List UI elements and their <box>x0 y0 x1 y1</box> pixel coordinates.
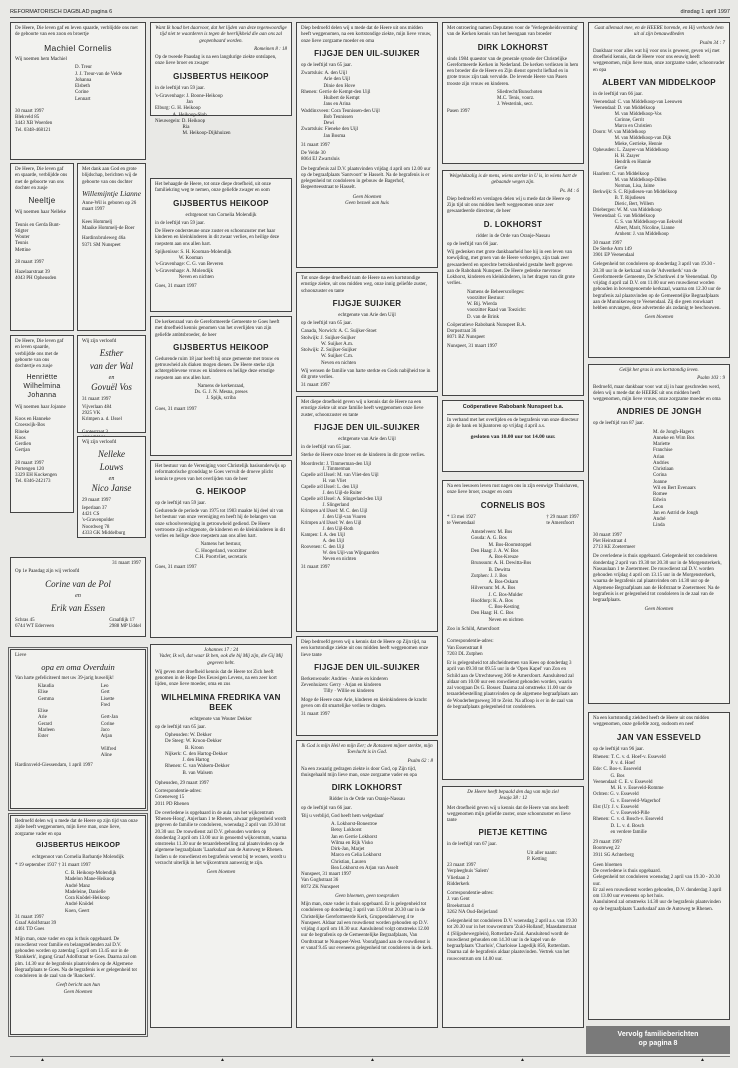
ad-intro: Met droefheid geven wij u kennis dat de Heere van ons heeft weggenomen mijn geliefde zuster, onze schoonzuster en lieve tante <box>447 805 571 823</box>
ad-address: 31 maart 1997 Graaf Adolfstraat 39 4461 TD Goes <box>15 914 57 933</box>
continued-line-2: op pagina 8 <box>638 1039 678 1047</box>
ad-body: De overledene is opgebaard in de aula van het wijkcentrum 'Rhenen-Hoog', Anjerlaan 1 te Rhenen, alwaar gelegenheid wordt gegeven de familie te condoleren, woensdag 2 april van 19.30 tot 20.30 uur. De rouwdienst zal D.V. gehouden worden op donderdag 3 april om 13.00 uur in genoemd wijkcentrum, waarna omstreeks 11.30 uur de teraardebestelling zal plaatsvinden op de algemene begraafplaats 'Laarksdaal' aan de Autoweg te Rhenen. Indien u de rouwdienst en begrafenis wenst bij te wonen, wordt u verzocht uiterlijk in het wijkcentrum aanwezig te zijn. <box>155 810 287 866</box>
ad-address: Schras 45 6744 WT Ederveen <box>15 617 54 629</box>
deceased-name: PIETJE KETTING <box>478 828 548 838</box>
ad-body: Gedurende ruim 18 jaar heeft hij onze gemeente met trouw en getrouwheid als diaken mogen dienen. De Heere sterke zijn achtergeblevene vrouw en kinderen en heilige deze ernstige roepstem aan ons allen hart. <box>155 356 280 381</box>
deceased-name: FIJGJE SUIJKER <box>332 298 402 308</box>
ad-address: 30 maart 1997 Blekveld 85 3443 XB Woerden Tel. 0348-468121 <box>15 108 53 133</box>
deceased-name: ANDRIES DE JONGH <box>616 407 702 417</box>
deceased-age: in de leeftijd van 59 jaar. <box>155 85 205 91</box>
ad-intro: Diep bedroefd geven wij u kennis dat de Heere op Zijn tijd, na een kortstondige ziekte uit ons midden heeft weggenomen onze lieve tante <box>301 640 429 658</box>
ad-date: 31 maart 1997 <box>82 396 111 402</box>
ad-date: 29 maart 1997 <box>82 497 111 503</box>
obituary-bos <box>442 480 584 780</box>
ad-quote: Gaat allemaal mee, en de HEERE horende, en Hij verhorde hem uit al zijn benauwdheden <box>594 26 724 38</box>
continued-line-1: Vervolg familieberichten <box>617 1031 699 1038</box>
ad-date: Goes, 31 maart 1997 <box>155 565 197 570</box>
obituary-heikoop-family <box>10 815 146 1035</box>
registration-mark: ▲ <box>700 1058 705 1063</box>
ad-sign: Geen bloemen Geen bezoek aan huis <box>345 194 389 206</box>
child-name: Willemijntje Lianne <box>82 188 141 198</box>
ad-address: 29 maart 1997 Boomweg 22 3911 SG Achterberg <box>593 840 634 858</box>
ad-title: Wij zijn verloofd <box>82 440 117 445</box>
ad-intro: De Heere, Die leven gaf en leven spaarde, verblijdde ons met de geboorte van ons dochtertje en zusje <box>15 339 64 369</box>
person-name: Nelleke <box>98 449 125 460</box>
person-name: Nico Janse <box>91 483 132 494</box>
family-columns <box>15 684 141 759</box>
engagement-ad-esther <box>77 335 146 433</box>
family-names: Anne-Wil is geboren op 26 maart 1997 Kees Hommelj Maaike Hommelj-de Boer <box>82 201 137 232</box>
ad-quote-ref: Psalm 34 : 7 <box>699 40 725 46</box>
child-name: Henriëtte Wilhelmina Johanna <box>23 374 61 399</box>
ad-address: Hazelaarstraat 39 4043 PH Opheusden <box>15 270 57 282</box>
ad-date: Goes, 31 maart 1997 <box>155 406 197 412</box>
ad-intro: Op de tweede Paasdag is na een langdurige ziekte ontslapen, onze lieve broer en zwager <box>155 55 277 67</box>
life-dates: * 19 september 1937 † 31 maart 1997 <box>15 862 91 868</box>
obituary-heikoop-2 <box>150 178 292 312</box>
ad-address: Vijverlaan 484 2925 VK Krimpen a. d. IJssel Grotestraat 3 <box>82 404 122 435</box>
ad-subtitle: echtgenote van Arie den Uijl <box>338 312 396 318</box>
ad-date: Goes, 31 maart 1997 <box>155 284 197 289</box>
ad-date: 31 maart 1997 <box>301 142 330 148</box>
ad-quote-ref: Ps. 84 : 6 <box>559 188 579 194</box>
ad-sign: Geen bloemen <box>644 607 674 613</box>
ad-text: Van harte gefeliciteerd met uw 39-jarig huwelijk! <box>15 675 114 681</box>
obituary-heikoop-3 <box>150 316 292 456</box>
couple-name: opa en oma Overduin <box>41 662 115 673</box>
ad-quote-2: 'Bij u verblijd, God heeft hem welgedaan' <box>301 813 385 819</box>
ad-address: Nunspeet, 31 maart 1997 Van Goghstraat 36 8072 ZK Nunspeet <box>301 872 352 890</box>
ad-intro: Met ontroering namen Deputaten voor de 'Verlegenheidsvorming' van de Kerken kennis van het heengaan van broeder <box>447 26 579 38</box>
ad-body: In verband met het overlijden en de begrafenis van onze directeur zijn de bank en bijkantoren op vrijdag 4 april a.s. <box>447 417 579 430</box>
ad-quote: Ik God is mijn Heil en mijn Eer; de Rotssteen mijner sterkte, mijn Toevlucht is in God. <box>301 744 433 756</box>
child-name: Neeltje <box>28 196 56 205</box>
deceased-age: in de leeftijd van 65 jaar. <box>301 445 351 450</box>
person-name: Corine van de Pol <box>45 578 111 589</box>
ad-body: Gelegenheid tot condoleren op donderdag 3 april van 19.30 - 20.30 uur in de kerkzaal van de 'Adventkerk' van de Gereformeerde Gemeente, De Schotkwei 4 te Veenendaal. Op vrijdag 4 april zal D.V. om 11.00 uur een rouwdienst worden gehouden in bovengenoemde kerkzaal, waarna om 12.30 uur de begrafenis zal plaatsvinden op de Gemeentelijke Begraafplaats aan de Munnikenweg te Veenendaal. Zij die geen rouwkaart hebben ontvangen, deze advertentie als zodanig te beschouwen. <box>593 262 721 312</box>
ad-subtitle: echtgenoot van Cornelia Barbantje Molendijk <box>32 854 124 860</box>
ad-body: Wij wensen de familie van harte sterkte en Gods nabijheid toe in dit grote verlies. <box>301 368 431 380</box>
address-row <box>15 618 141 631</box>
birth-ad-neeltje <box>10 163 74 331</box>
ad-body: De overledene is thuis opgebaard. Gelegenheid tot condoleren donderdag 2 april van 19.30 tot 20.30 uur in de Morgensterkerk, Nassaulaan 1 te Zoetermeer. De rouwdienst zal D.V. worden gehouden vrijdag 4 april om 13.15 uur in de Morgensterkerk, waarna de begrafenis zal plaatsvinden om 14.30 uur op de Algemene Begraafplaats aan de Hofstraat te Zoetermeer. Na de begrafenis is er gelegenheid tot condoleren in de zaal van de begraafplaats. <box>593 554 722 603</box>
deceased-name: G. HEIKOOP <box>195 486 247 496</box>
anniversary-ad-overduin <box>10 649 146 809</box>
ad-sign: Geen bloemen <box>206 870 236 875</box>
ad-address: Correspondentie-adres: Groeneweg 15 2011 PD Rhenen <box>155 789 202 807</box>
deceased-name: FIJGJE DEN UIL-SUIJKER <box>314 422 420 432</box>
person-name: Govuël Vos <box>91 382 132 393</box>
ad-body: Wij gedenken met grote dankbaarheid hoe hij in een leven van toewijding, met groen van de Heere verkregen, zijn taak zeer gewaardeerd en oprechte betrokkenheid gestalte heeft gegeven aan de Rabobank Nunspeet. De Heere gedenke mevrouw Lokhorst, kinderen en kleinkinderen, in het dragen van dit grote verlies. <box>447 250 575 287</box>
ad-quote: Want Ik houd het daarvoor, dat het lijden van deze tegenwoordige tijd niet te waarderen is tegen de heerlijkheid die aan ons zal geopenbaard worden. <box>155 26 287 44</box>
ad-body: Er is gelegenheid tot afscheidnemen van Kees op donderdag 3 april van 09.30 tot 09.55 uur in de 'Open Kapel' van Zon en Schild aan de Utrechtseweg 266 te Amersfoort. Aansluitend zal aldaar om 10.00 uur een rouwdienst gehouden worden, waarin zal voorgaan Ds G. Bosser. Daarna zal omstreeks 11.00 uur de teraardebestelling plaatsvinden op de algemene begraafplaats aan de Wouderbergseweg 30 te Zeist. Na afloop is er in de zaal van de begraafplaats gelegenheid tot condoleren. <box>447 661 578 710</box>
ad-quote-ref: Psalm 103 : 9 <box>697 376 725 382</box>
family-names: Wij noemen haar Nelleke Teunis en Gerda Bunt-Stigter Wouter Teunis Mettine <box>15 210 67 253</box>
ad-address: De Velde 30 8064 EJ Zwartsluis <box>301 151 340 163</box>
ad-date: Opheusden, 29 maart 1997 <box>155 780 209 786</box>
ad-subtitle: Ridder in de Orde van Oranje-Nassau <box>329 797 405 803</box>
deceased-age: in de leeftijd van 67 jaar. <box>447 842 497 848</box>
ad-subtitle: echtgenote van Wouter Dekker <box>190 716 252 722</box>
death-date: † 29 maart 1997 te Amersfoort <box>546 514 579 526</box>
registration-mark: ▲ <box>520 1058 525 1063</box>
registration-mark: ▲ <box>220 1058 225 1063</box>
ad-body: sinds 1984 quaestor van de generale synode der Christelijke Gereformeerde Kerken in Nederland. De kerken verliezen in hem een broeder die de Heere en Zijn dienst oprecht liefhad en in grote trouw zijn taak vervulde. De levende Heere van Pasen trooste zijn vrouw en kinderen. <box>447 56 579 87</box>
person-name: van der Wal <box>89 360 134 371</box>
ad-body: Gedurende de periode van 1975 tot 1983 maakte hij deel uit van het bestuur van onze vereniging en heeft hij de belangen van onze schoolvereniging in getrouwheid gediend. De Heere vertrooste zijn echtgenote, de kinderen en de kleinkinderen in dit verlies en heilige deze roepstem aan ons allen hart. <box>155 509 285 539</box>
family-names: Leo Gert Lisette Fred Gert-Jan Corine Jaco Arjan Wilfred Aline <box>100 684 118 758</box>
family-names: Canada, Norwich: A. C. Suijker-Stoet Stolwijk: J. Suijker-Suijker W. Suijker A.m. Stolwijk: Z. Suijker-Suijker W. Suijker C.m. Neven en nichten <box>301 329 377 366</box>
deceased-age: op de leeftijd van 66 jaar. <box>447 241 498 247</box>
family-names: M. de Jongh-Hagers Anneke en Wim Bos Mariette Franchise Arian Andries Christiaan Corina Joanne Wil en Bert Evenaars Romee Edwin Leon Jan en Astrid de Jongh André Linda <box>653 429 699 529</box>
deceased-name: DIRK LOKHORST <box>477 42 549 52</box>
notice-rabobank <box>442 400 584 472</box>
ad-body: Mijn man, onze vader is thuis opgebaard. Er is gelegenheid tot condoleren op donderdag 3 april van 13.00 tot 20.30 uur in de Christelijke Gereformeerde Kerk, Gruppendalerweg 4 te Nunspeet. Aldaar zal een rouwdienst worden gehouden op D.V. vrijdag 4 april om 10.30 uur. Aansluitend volgt omstreeks 12.00 uur de begrafenis op de Gemeentelijke Begraafplaats, Van Oordtstraat te Nunspeet-West. Voorafgaand aan de rouwdienst is er vanaf 9.45 uur eveneens gelegenheid tot condoleren in de kerk. <box>301 902 433 951</box>
ad-date: 31 maart 1997 <box>112 561 141 566</box>
family-names: Namens de Beheerscolleges: voorzitter Bestuur: W. Bij. Wierda voorzitter Raad van Toezicht: D. van de Brink <box>467 289 527 320</box>
ad-intro: Dankbaar voor alles wat hij voor ons is geweest, geven wij met droefheid kennis, dat de Heere voor ons eeuwig heeft weggenomen, mijn lieve man, onze zorgzame vader, schoonvader en opa <box>593 48 725 73</box>
deceased-age: op de leeftijd van 65 jaar. <box>155 724 206 730</box>
ad-date: 28 maart 1997 <box>15 259 44 265</box>
person-name: Louws <box>99 461 124 472</box>
ad-sign: Geeft bericht aan hun Geen bloemen <box>56 983 100 995</box>
deceased-name: GIJSBERTUS HEIKOOP <box>173 71 269 81</box>
family-names: Rhenen: T. C. v. d. Hoef-v. Esseveld P. v. d. Hoef Ede: C. Bos-v. Esseveld G. Bos Veenendaal: C. E. v. Esseveld M. H. v. Esseveld-Romme Ochten: G. v. Esseveld G. v. Esseveld-Wagerhof Elst (U): J. v. Esseveld C. v. Esseveld-Pille Rhenen: C. v. d. Bosch-v. Esseveld D. L. v. d. Bosch en verdere familie <box>593 754 666 835</box>
ad-body: De begrafenis zal D.V. plaatsvinden vrijdag 4 april om 12.00 uur op de begraafplaats 'Santvoort' te Hasselt. Na de begrafenis is er gelegenheid tot condoleren in gebouw de Bagerhof, Begeerteesstraat te Hasselt. <box>301 166 431 191</box>
engagement-ad-corine <box>10 557 146 637</box>
ad-text: Op 1e Paasdag zijn wij verloofd <box>15 569 80 575</box>
ad-address: Graafdijk 17 2988 MP Uddel <box>109 617 141 629</box>
ad-intro: Bedroefd delen wij u mede dat de Heere op zijn tijd van onze zijde heeft weggenomen, mijn lieve man, onze lieve, zorgzame vader en opa <box>15 819 138 837</box>
deceased-name: GIJSBERTUS HEIKOOP <box>173 342 269 352</box>
deceased-age: op de leeftijd van 65 jaar. <box>301 321 352 326</box>
obituary-lokhorst-1 <box>296 740 438 1028</box>
family-names: Spijkenisse: S. H. Kooman-Molendijk W. Kooman 's-Gravenhage: C. G. van Beveren 's-Gravenhage: A. Molendijk Neven en nichten <box>155 249 232 280</box>
page-header-title: REFORMATORISCH DAGBLAD pagina 6 <box>10 9 113 15</box>
ad-date: 31 maart 1997 <box>301 383 330 389</box>
ad-subtitle: echtgenoot van Cornelia Molendijk <box>185 212 257 218</box>
family-names: Veenendaal: C. van Middelkoop-van Leeuwen Veenendaal: D. van Middelkoop M. van Middelkoop-Vos Corinne, Gerrit Marco en Christien Doorn: W. van Middelkoop M. van Middelkoop-van Dijk Mieke, Gerrieke, Hennie Opheusden: L. Zaayer-van Middelkoop H. H. Zaayer Hendrik en Hannie Gerrie Haarlem: C. van Middelkoop M. van Middelkoop-Dillen Norman, Lisa, Jaime Berkwijk: S. C. Rijsdiesen-van Middelkoop B. T. Rijsdiesen Dieric, Bert, Willem Driebergen: W. M. van Middelkoop Veenendaal: G. van Middelkoop C. S. van Middelkoop-van Eekveld Albert, Marit, Nicoline, Lianne Arnhem: J. van Middelkoop <box>593 100 683 237</box>
ad-address: 30 maart 1997 Piet Heinstraat 4 2713 KE Zoetermeer <box>593 532 636 550</box>
deceased-name: ALBERT VAN MIDDELKOOP <box>602 77 716 87</box>
family-names: Wij noemen haar Jojanne Koos en Hanneke Croeswijk-Bos Rineke Koos Gerdien Gertjan <box>15 404 66 454</box>
deceased-age: op de leeftijd van 66 jaar. <box>301 805 352 811</box>
ad-footer: Hardinxveld-Giessendam, 1 april 1997 <box>15 763 93 769</box>
ad-date: Pasen 1997 <box>447 108 470 114</box>
conjunction: en <box>108 475 115 482</box>
ad-body: Gelegenheid tot condoleren D.V. woensdag 2 april a.s. van 19.30 tot 20.30 uur in het rouwcentrum 'Zuid-Holland', Maasdamstraat 4 (Slijpsbewegplein), Rotterdam-Zuid. Aansluitend wordt de rouwdienst gehouden om 14.30 uur in de kapel van de begraafplaats 'Charlois', Charloisse Lagedijk 856, Rotterdam. Daarna zal de begrafenis aldaar plaatsvinden. Vertrek van het rouwcentrum om 14.00 uur. <box>447 919 577 962</box>
obituary-den-uil-2 <box>296 272 438 392</box>
ad-title: Wij zijn verloofd <box>82 339 117 344</box>
ad-address: 28 maart 1997 Portengen 120 3329 EH Kockengen Tel. 0346-242173 <box>15 460 57 485</box>
ad-address: Ieperlaan 37 4421 CS 's-Gravenpolder Noordweg 78 4333 GK Middelburg <box>82 505 126 536</box>
deceased-age: op de leeftijd van 59 jaar. <box>155 500 206 506</box>
ad-intro: Na een zwaarig gedragen ziekte is door God, op Zijn tijd, thuisgehaald mijn lieve man, onze zorgzame vader en opa <box>301 766 417 778</box>
obituary-heikoop-4 <box>150 460 292 638</box>
ad-intro: Het behaagde de Heere, tot onze diepe droefheid, uit onze familiekring weg te nemen, onze geliefde zwager en oom <box>155 182 271 194</box>
ad-title: Coöperatieve Rabobank Nunspeet b.a. <box>462 404 564 410</box>
ad-body: Mijn man, onze vader en opa is thuis opgebaard. De rouwdienst voor familie en belangstellenden zal D.V. gehouden worden op zaterdag 5 april om 13.45 uur in de 'Rankkerk', ingang Graaf Adolfstraat te Goes. Daarna zal om plm. 14.30 uur de begrafenis plaatsvinden op de Algemene Begraafplaats te Goes. Na de begrafenis is er gelegenheid tot condoleren in de zaal van de 'Ranckerk'. <box>15 936 137 979</box>
deceased-age: op de leeftijd van 65 jaar. <box>301 62 352 68</box>
deceased-name: DIRK LOKHORST <box>331 783 403 793</box>
deceased-age: op de leeftijd van 87 jaar. <box>593 421 644 427</box>
continued-notice <box>586 1026 730 1054</box>
ad-intro: Bedroefd, maar dankbaar voor wat zij in haar geschreden werd, delen wij u mede dat de HEERE uit ons midden heeft weggenomen, mijn lieve vrouw, onze zorgzame moeder en oma <box>593 384 721 402</box>
life-dates-row <box>447 515 579 528</box>
ad-quote: Johannes 17 : 24 Vader, Ik wil, dat waar Ik ben, ook die bij Mij zijn, die Gij Mij gegeven hebt. <box>159 648 283 666</box>
ad-intro: Diep bedroefd delen wij u mede dat de Heere uit ons midden heeft weggenomen, na een kortstondige ziekte, mijn lieve vrouw, onze lieve zorgzame moeder en oma <box>301 26 432 44</box>
deceased-age: in de leeftijd van 66 jaar. <box>593 91 643 97</box>
family-names: C. B. Heikoop-Molendijk Madelon Mane-Heikoop André Manz Madeleine, Danielle Cora Knödel-Heikoop André Knödel Koen, Geert <box>65 871 117 914</box>
ad-quote-ref: Romeinen 8 : 18 <box>254 46 287 52</box>
child-name: Machiel Cornelis <box>44 42 112 53</box>
ad-intro: Wij geven met droefheid kennis dat de Heere tot Zich heeft genomen in de Hope Des Eeuwigen Levens, na een zeer kort lijden, onze lieve moeder, oma en zus <box>155 669 277 688</box>
divider <box>447 414 579 415</box>
deceased-age: in de leeftijd van 59 jaar. <box>155 220 205 226</box>
registration-mark: ▲ <box>370 1058 375 1063</box>
closing-time: gesloten van 10.00 uur tot 14.00 uur. <box>470 434 556 441</box>
deceased-name: WILHELMINA FREDRIKA VAN BEEK <box>161 692 281 712</box>
ad-quote-ref: Psalm 62 : 8 <box>407 758 433 764</box>
ad-intro: Na een kortstondig ziekbed heeft de Heere uit ons midden weggenomen, onze geliefde zorg, oudoom en neef <box>593 716 710 728</box>
deceased-name: FIJGJE DEN UIL-SUIJKER <box>314 48 420 58</box>
obituary-den-uil-3 <box>296 396 438 632</box>
ad-intro: Het bestuur van de Vereniging voor Christelijk basisonderwijs op reformatorische grondslag te Goes vervult de droeve plicht kennis te geven van het overlijden van de heer <box>155 464 286 482</box>
deceased-name: GIJSBERTUS HEIKOOP <box>35 841 121 849</box>
family-names: D. Treur J. J. Treur-van de Velde Johanna Elsbeth Corine Lennart <box>75 65 123 102</box>
ad-address: Coöperatieve Rabobank Nunspeet B.A. Dorpsstraat 36 8071 BZ Nunspeet <box>447 322 527 341</box>
person-name: Esther <box>99 348 124 359</box>
ad-intro: De Heere, Die leven gaf en leven spaarde, verblijdde ons met de geboorte van een zoon en broertje <box>15 26 138 38</box>
deceased-name: JAN VAN ESSEVELD <box>616 732 702 742</box>
obituary-de-jongh <box>588 364 730 704</box>
ad-sign: Geen bloemen, geen toespraken <box>335 893 399 899</box>
ad-body: De Heere ondersteune onze zuster en schoonzuster met haar kinderen en kleinkinderen in dit zwaar verlies, en heilige deze roepstem aan ons allen hart. <box>155 229 280 247</box>
obituary-van-middelkoop <box>588 22 730 358</box>
birth-ad-lianne <box>77 163 146 331</box>
family-names: Opheusden: W. Dekker De Steeg: W. Kroon-Dekker B. Kroon Nijkerk: C. den Hartog-Dekker J. den Hartog Rhenen: C. van Walsem-Dekker B. van Walsem <box>165 733 230 776</box>
ad-address: Zoo in Schild, Amersfoort Correspondentie-adres: Van Essenstraat 8 7203 DL Zutphen <box>447 626 500 657</box>
ad-body: Geen bloemen De overledene is thuis opgebaard. Gelegenheid tot condoleren woensdag 2 april van 19.30 - 20.30 uur. Er zal een rouwdienst worden gehouden, D.V. donderdag 3 april om 13.00 uur eveneens op het huis. Aansluitend zal omstreeks 14.30 uur de begrafenis plaatsvinden op de begraafplaats 'Laarksdaal' aan de Autoweg te Rhenen. <box>593 862 722 912</box>
family-names: Namens de kerkenraad, Ds. G. J. N. Mesna, preses J. Spijk, scriba <box>194 383 248 402</box>
ad-address: 30 maart 1997 De Sterke Arm 149 3901 EP Veenendaal <box>593 240 635 259</box>
deceased-name: GIJSBERTUS HEIKOOP <box>173 198 269 208</box>
ad-label: Lieve <box>15 653 27 658</box>
ad-address: 23 maart 1997 Verpleeghuis 'Salem' Vlietlaan 2 Ridderkerk <box>447 863 489 887</box>
obituary-lokhorst-2 <box>442 22 584 164</box>
ad-quote: Gelijk het gras is ons kortstondig leven. <box>619 368 699 373</box>
family-names: Sliedrecht/Bunschoten M.C. Tenis, voorz. J. Westerink, secr. <box>497 89 543 108</box>
ad-intro: Met diepe droefheid geven wij u kennis dat de Heere na een ernstige ziekte uit onze familie heeft weggenomen onze lieve zuster, schoonzuster en tante <box>301 400 424 418</box>
page-header <box>10 8 730 18</box>
ad-sign: Geen bloemen <box>644 315 674 321</box>
obituary-den-uil-4 <box>296 636 438 736</box>
person-name: Erik van Essen <box>51 603 105 614</box>
family-names: Moordrecht: J. Timmerman-den Uijl J. Timmerman Capelle a/d IJssel: M. van Vliet-den Uijl H. van Vliet Capelle a/d IJssel: L. den Uijl J. den Uijl-de Ruiter Capelle a/d IJssel: A. Slingerland-den Uijl J. Slingerland Krimpen a/d IJssel: M. C. den Uijl J. den Uijl-van Vuuren Krimpen a/d IJssel: W. den Uijl J. den Uijl-Both Kampen: I. A. den Uijl A. den Uijl Roovenen: C. den Uijl W. den Uijl-van Wijngaarden Neven en nichten <box>301 461 382 563</box>
ad-intro: Met dank aan God en grote blijdschap, berichten wij de geboorte van ons dochter <box>82 167 138 185</box>
family-names: A. Lokhorst-Bonestroe Betsy Lokhorst Jan en Gerrie Lokhorst Wilma en Rijk Visko Dirk-Jan, Marjet Marco en Celia Lokhorst Christian, Lauren Bea Lokhorst en Arjan van Asselt <box>331 822 399 871</box>
deceased-name: CORNELIS BOS <box>480 500 546 510</box>
obituary-heikoop-1 <box>150 22 292 137</box>
ad-intro: Tot onze diepe droefheid nam de Heere na een kortstondige ernstige ziekte, uit ons midden weg, onze innig geliefde zuster, schoonzuster en tante <box>301 276 427 294</box>
ad-body: Sterke de Heere onze broer en de kinderen in dit grote verlies. <box>301 453 426 459</box>
family-names: Klaudia Elise Gemma Elise Arie Gerard Marleen Ester <box>38 684 55 740</box>
family-names: Amstelveen: M. Bos Gouda: A. G. Bos M. Bos-Boomstoppel Den Haag: J. A. W. Bos A. Bos-Kreuze Brunssum: A. H. Dewitta-Bos B. Dewitta Zutphen: J. J. Bos A. Bos-Oskam Hilversum: M. A. Bos J. C. Bos-Mulder Hoofdorp: K. A. Bos C. Bos-Kesting Den Haag: H. C. Bos Neven en nichten <box>471 530 532 623</box>
obituary-ketting <box>442 786 584 1028</box>
ad-subtitle: Wij noemen hem Machiel <box>15 57 67 63</box>
ad-date: 31 maart 1997 <box>301 712 330 717</box>
ad-intro: Na een leeuwen leven rust nagen ons in zijn eeuwige Thuishaven, onze lieve broer, zwager en oom <box>447 484 579 496</box>
ad-intro: Diep bedroefd en verslagen delen wij u mede dat de Heere op Zijn tijd uit ons midden heeft weggenomen onze zeer gewaardeerde directeur, de heer <box>447 196 571 215</box>
deceased-name: D. LOKHORST <box>483 219 543 229</box>
family-names: Berkenwoude: Andries · Annie en kinderen Zevenhuizen: Gerry · Arjan en kinderen Tilly · Willie en kinderen <box>301 676 388 695</box>
ad-subtitle: ridder in de Orde van Oranje-Nassau <box>476 233 550 239</box>
obituary-van-esseveld <box>588 712 730 1020</box>
ad-address: Hardinxbruleweg 46a 9371 SM Nunspeet <box>82 236 126 248</box>
registration-mark: ▲ <box>40 1058 45 1063</box>
deceased-name: FIJGJE DEN UIL-SUIJKER <box>314 662 420 672</box>
family-names: Namens het bestuur, C. Hoogerland, voorzitter C.H. Poortvliet, secretaris <box>195 542 247 560</box>
family-names: Zwartsluis: A. den Uijl Arie den Uijl Dinie den Hove Rhenen: Gerrie de Kempt-den Uijl Huibert de Kempt Jans en Arina Waddinxveen: Cora Teunissen-den Uijl Bob Teunissen Dewi Zwartsluis: Fieneke den Uijl Jan Bosma <box>301 71 380 139</box>
correspondence-address: Correspondentie-adres: J. van Gent Broekstraat 4 3262 NA Oud-Beijerland <box>447 891 498 915</box>
engagement-ad-nelleke <box>77 436 146 538</box>
family-names: 's-Gravenhage: J. Boone-Heikoop Jan Elburg: G. H. Heikoop A. Heikoop-Slob Nieuwegein: D. Heikoop Ria M. Heikoop-Dijkhuizen <box>155 93 231 137</box>
ad-quote: De Heere heeft bepaald den dag van mijn ziel Jesaja 38 : 12 <box>467 790 559 802</box>
deceased-age: op de leeftijd van 96 jaar. <box>593 746 644 752</box>
bottom-registration-strip <box>10 1056 730 1064</box>
conjunction: en <box>108 374 115 381</box>
ad-quote: Welgelukzalig is de mens, wiens sterkte in U is, in wiens hart de gebaande wegen zijn. <box>449 174 577 186</box>
ad-intro: De kerkenraad van de Gereformeerde Gemeente te Goes heeft met droefheid kennis genomen van het overlijden van zijn geliefde ambtsbroeder, de heer <box>155 320 280 338</box>
obituary-van-beek <box>150 644 292 1028</box>
conjunction: en <box>75 592 81 599</box>
ad-body: Moge de Heere onze Arie, kinderen en kleinkinderen de kracht geven om dit smartelijke verlies te dragen. <box>301 697 427 709</box>
ad-subtitle: echtgenote van Arie den Uijl <box>338 436 396 442</box>
ad-date: Nunspeet, 31 maart 1997 <box>447 343 498 349</box>
birth-ad-machiel <box>10 22 146 160</box>
obituary-den-uil-1 <box>296 22 438 268</box>
page-header-date: dinsdag 1 april 1997 <box>680 9 730 15</box>
birth-ad-henriette <box>10 335 74 513</box>
birth-date: * 13 mei 1927 te Veenendaal <box>447 514 476 526</box>
family-names: Uit aller naam: P. Ketting <box>527 850 557 862</box>
obituary-lokhorst-3 <box>442 170 584 396</box>
ad-date: 31 maart 1997 <box>301 565 330 571</box>
ad-intro: De Heere, Die leven gaf en spaarde, verblijdde ons met de geboorte van ons dochter en zusje <box>15 167 68 191</box>
